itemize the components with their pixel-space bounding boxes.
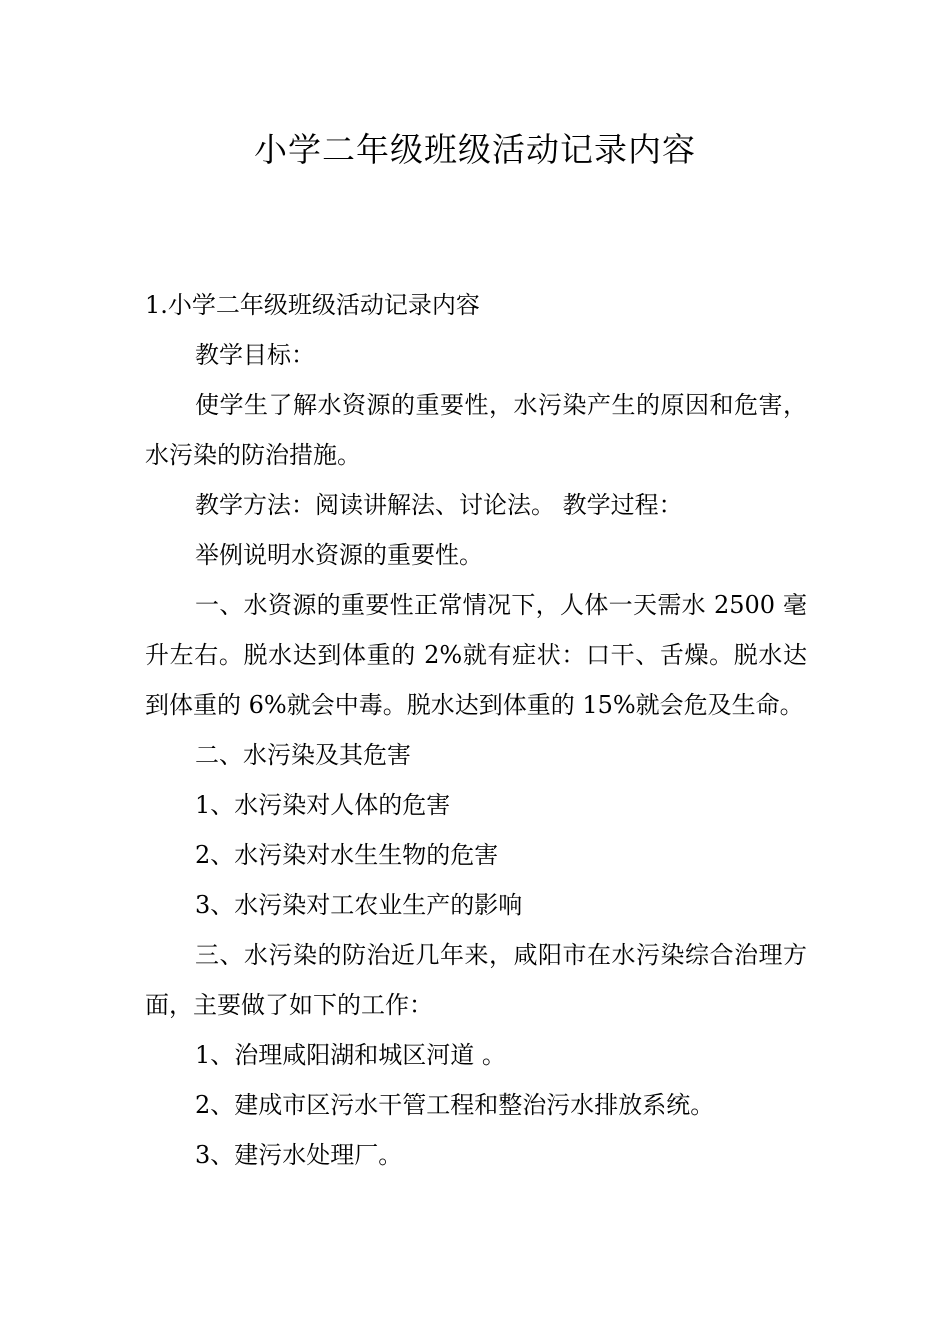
list-item: 3、建污水处理厂。 xyxy=(195,1141,403,1169)
paragraph: 教学目标： xyxy=(195,341,315,369)
paragraph: 三、水污染的防治近几年来，咸阳市在水污染综合治理方面，主要做了如下的工作： xyxy=(145,941,807,1019)
paragraph: 二、水污染及其危害 xyxy=(195,741,411,769)
paragraph-heading: 1.小学二年级班级活动记录内容 xyxy=(145,291,480,319)
list-item: 3、水污染对工农业生产的影响 xyxy=(195,891,523,919)
list-item: 1、水污染对人体的危害 xyxy=(195,791,451,819)
list-item: 2、水污染对水生生物的危害 xyxy=(195,841,499,869)
list-item: 1、治理咸阳湖和城区河道 。 xyxy=(195,1041,506,1069)
paragraph: 教学方法：阅读讲解法、讨论法。 教学过程： xyxy=(195,491,683,519)
paragraph: 一、水资源的重要性正常情况下，人体一天需水 2500 毫升左右。脱水达到体重的 2%就有症状：口干、舌燥。脱水达到体重的 6%就会中毒。脱水达到体重的 15%就会危及生命。 xyxy=(145,591,807,719)
paragraph: 使学生了解水资源的重要性，水污染产生的原因和危害，水污染的防治措施。 xyxy=(145,391,807,469)
list-item: 2、建成市区污水干管工程和整治污水排放系统。 xyxy=(195,1091,715,1119)
document-title: 小学二年级班级活动记录内容 xyxy=(254,130,696,169)
document-body xyxy=(145,280,807,1180)
paragraph: 举例说明水资源的重要性。 xyxy=(195,541,483,569)
